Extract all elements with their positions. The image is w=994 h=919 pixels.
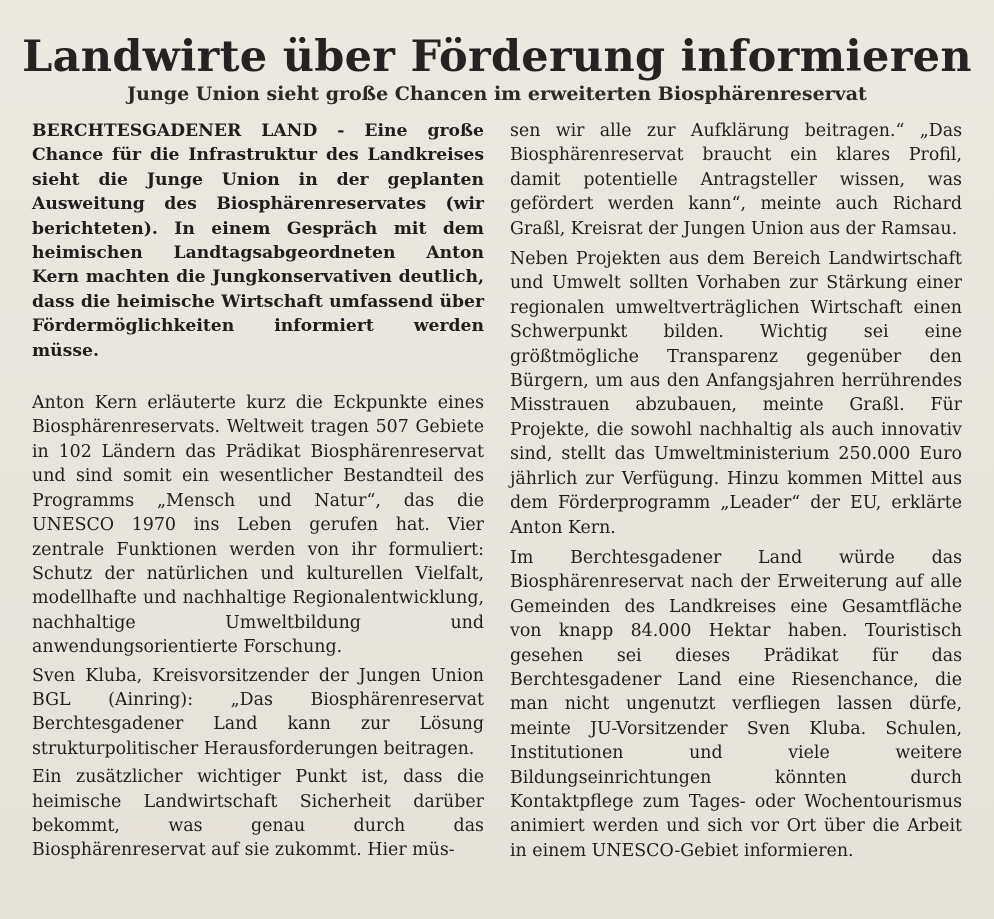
- article-dateline: BERCHTESGADENER LAND: [32, 121, 318, 141]
- article-paragraph: Sven Kluba, Kreisvorsitzender der Jungen Union BGL (Ainring): „Das Biosphärenreservat Berchtesgadener Land kann zur Lösung strukturpolitischer Herausforderungen beitragen.: [32, 665, 484, 759]
- article-headline: Landwirte über Förderung informieren: [22, 31, 972, 82]
- article-subheadline: Junge Union sieht große Chancen im erweiterten Biosphärenreservat: [127, 82, 867, 105]
- article-paragraph: Neben Projekten aus dem Bereich Landwirtschaft und Umwelt sollten Vorhaben zur Stärkung einer regionalen umweltverträglichen Wirtschaft einen Schwerpunkt bilden. Wichtig sei eine größtmögliche Transparenz gegenüber den Bürgern, um aus den Anfangsjahren herrührendes Misstrauen abzubauen, meinte Graßl. Für Projekte, die sowohl nachhaltig als auch innovativ sind, stellt das Umweltministerium 250.000 Euro jährlich zur Verfügung. Hinzu kommen Mittel aus dem Förderprogramm „Leader“ der EU, erklärte Anton Kern.: [510, 249, 962, 538]
- article-paragraph: sen wir alle zur Aufklärung beitragen.“ „Das Biosphärenreservat braucht ein klares Profil, damit potentielle Antragsteller wissen, was gefördert werden kann“, meinte auch Richard Graßl, Kreisrat der Jungen Union aus der Ramsau.: [510, 121, 962, 239]
- article-column-left: [32, 119, 484, 863]
- article-paragraph: Ein zusätzlicher wichtiger Punkt ist, dass die heimische Landwirtschaft Sicherheit darüber bekommt, was genau durch das Biosphärenreservat auf sie zukommt. Hier müs-: [32, 767, 484, 861]
- article-paragraph: Im Berchtesgadener Land würde das Biosphärenreservat nach der Erweiterung auf alle Gemeinden des Landkreises eine Gesamtfläche von knapp 84.000 Hektar haben. Touristisch gesehen sei dieses Prädikat für das Berchtesgadener Land eine Riesenchance, die man nicht ungenutzt verfliegen lassen dürfe, meinte JU-Vorsitzender Sven Kluba. Schulen, Institutionen und viele weitere Bildungseinrichtungen könnten durch Kontaktpflege zum Tages- oder Wochentourismus animiert werden und sich vor Ort über die Arbeit in einem UNESCO-Gebiet informieren.: [510, 547, 962, 861]
- article-lead: [32, 119, 484, 363]
- article-paragraph: Anton Kern erläuterte kurz die Eckpunkte eines Biosphärenreservats. Weltweit tragen 507 Gebiete in 102 Ländern das Prädikat Biosphärenreservat und sind somit ein wesentlicher Bestandteil des Programms „Mensch und Natur“, das die UNESCO 1970 ins Leben gerufen hat. Vier zentrale Funktionen werden von ihr formuliert: Schutz der natürlichen und kulturellen Vielfalt, modellhafte und nachhaltige Regionalentwicklung, nachhaltige Umweltbildung und anwendungsorientierte Forschung.: [32, 393, 484, 658]
- article-lead-text: - Eine große Chance für die Infrastruktur des Landkreises sieht die Junge Union in der geplanten Ausweitung des Biosphärenreservates (wir berichteten). In einem Gespräch mit dem heimischen Landtagsabgeordneten Anton Kern machten die Jungkonservativen deutlich, dass die heimische Wirtschaft umfassend über Fördermöglichkeiten informiert werden müsse.: [32, 121, 484, 361]
- article-column-right: [510, 119, 962, 863]
